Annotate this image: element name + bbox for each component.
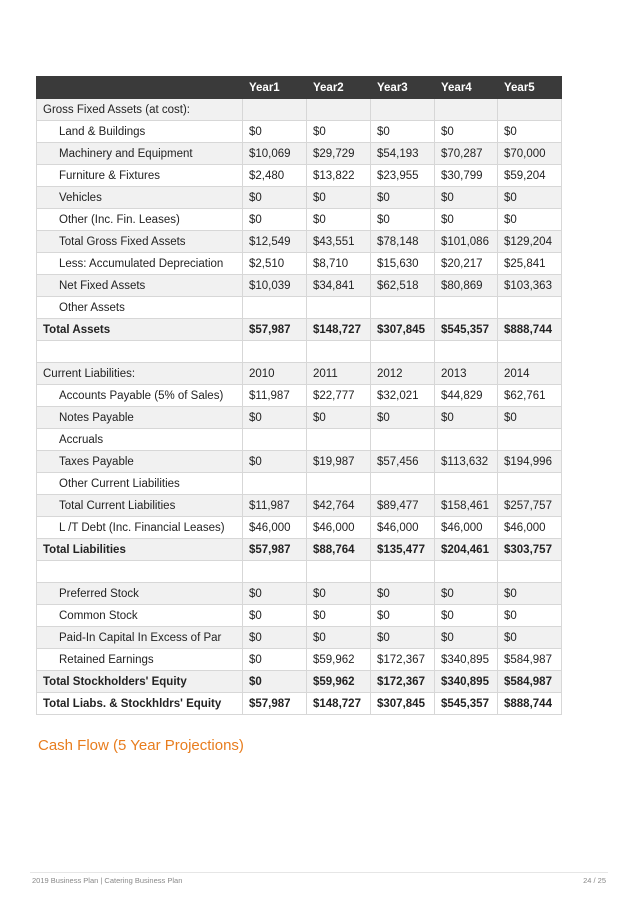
row-label	[37, 561, 243, 583]
table-row	[37, 561, 562, 583]
value-cell	[371, 99, 435, 121]
value-cell: $0	[435, 407, 498, 429]
value-cell: $25,841	[498, 253, 562, 275]
value-cell: $54,193	[371, 143, 435, 165]
value-cell	[243, 297, 307, 319]
table-row	[37, 319, 562, 341]
value-cell: $59,204	[498, 165, 562, 187]
value-cell: $78,148	[371, 231, 435, 253]
value-cell: $57,987	[243, 539, 307, 561]
row-label: Accruals	[37, 429, 243, 451]
value-cell: $0	[307, 121, 371, 143]
value-cell	[498, 297, 562, 319]
row-label: Accounts Payable (5% of Sales)	[37, 385, 243, 407]
value-cell: $70,287	[435, 143, 498, 165]
value-cell	[435, 429, 498, 451]
value-cell: $0	[243, 407, 307, 429]
value-cell: $340,895	[435, 671, 498, 693]
value-cell: $303,757	[498, 539, 562, 561]
value-cell	[498, 473, 562, 495]
value-cell: $103,363	[498, 275, 562, 297]
value-cell: $10,069	[243, 143, 307, 165]
value-cell: $101,086	[435, 231, 498, 253]
value-cell: 2013	[435, 363, 498, 385]
value-cell: $0	[498, 627, 562, 649]
value-cell: $46,000	[371, 517, 435, 539]
row-label: Other Assets	[37, 297, 243, 319]
table-row	[37, 671, 562, 693]
row-label: Net Fixed Assets	[37, 275, 243, 297]
value-cell: $204,461	[435, 539, 498, 561]
value-cell: $340,895	[435, 649, 498, 671]
value-cell: $307,845	[371, 319, 435, 341]
value-cell: $0	[371, 187, 435, 209]
table-row	[37, 495, 562, 517]
row-label: Preferred Stock	[37, 583, 243, 605]
value-cell	[307, 561, 371, 583]
value-cell	[498, 99, 562, 121]
value-cell: $0	[243, 187, 307, 209]
row-label: Retained Earnings	[37, 649, 243, 671]
value-cell	[435, 341, 498, 363]
value-cell: $0	[498, 583, 562, 605]
table-row	[37, 275, 562, 297]
value-cell: $89,477	[371, 495, 435, 517]
section-title: Cash Flow (5 Year Projections)	[38, 737, 244, 754]
value-cell: $194,996	[498, 451, 562, 473]
value-cell: $545,357	[435, 693, 498, 715]
value-cell	[371, 341, 435, 363]
value-cell: $57,987	[243, 693, 307, 715]
value-cell: $42,764	[307, 495, 371, 517]
value-cell: $0	[243, 671, 307, 693]
value-cell	[371, 429, 435, 451]
row-label: Total Assets	[37, 319, 243, 341]
value-cell: $0	[243, 627, 307, 649]
value-cell: $12,549	[243, 231, 307, 253]
table-row	[37, 627, 562, 649]
value-cell: $46,000	[243, 517, 307, 539]
value-cell: $20,217	[435, 253, 498, 275]
row-label: Notes Payable	[37, 407, 243, 429]
value-cell	[371, 473, 435, 495]
table-header-row	[37, 77, 562, 99]
value-cell: $44,829	[435, 385, 498, 407]
value-cell: $80,869	[435, 275, 498, 297]
table-row	[37, 605, 562, 627]
value-cell	[307, 341, 371, 363]
row-label: Furniture & Fixtures	[37, 165, 243, 187]
value-cell: $0	[435, 187, 498, 209]
value-cell: $0	[243, 209, 307, 231]
value-cell: $2,480	[243, 165, 307, 187]
header-cell: Year2	[307, 77, 371, 99]
value-cell: $0	[243, 605, 307, 627]
value-cell: $62,518	[371, 275, 435, 297]
value-cell: $57,456	[371, 451, 435, 473]
value-cell: $32,021	[371, 385, 435, 407]
table-row	[37, 363, 562, 385]
value-cell	[435, 473, 498, 495]
table-row	[37, 143, 562, 165]
value-cell: $11,987	[243, 385, 307, 407]
value-cell: $0	[498, 407, 562, 429]
value-cell: $307,845	[371, 693, 435, 715]
table-row	[37, 297, 562, 319]
value-cell: $0	[498, 605, 562, 627]
footer-document-title: 2019 Business Plan | Catering Business Plan	[32, 876, 183, 885]
value-cell: $0	[307, 407, 371, 429]
value-cell	[435, 297, 498, 319]
value-cell: 2012	[371, 363, 435, 385]
value-cell	[371, 561, 435, 583]
value-cell: $0	[243, 121, 307, 143]
value-cell: $148,727	[307, 693, 371, 715]
value-cell	[243, 561, 307, 583]
value-cell: $888,744	[498, 319, 562, 341]
value-cell: 2010	[243, 363, 307, 385]
value-cell: $0	[243, 649, 307, 671]
value-cell: $43,551	[307, 231, 371, 253]
value-cell: $0	[435, 121, 498, 143]
table-row	[37, 209, 562, 231]
value-cell: $0	[307, 605, 371, 627]
value-cell: $0	[371, 605, 435, 627]
table-row	[37, 583, 562, 605]
row-label: Paid-In Capital In Excess of Par	[37, 627, 243, 649]
value-cell: $0	[498, 187, 562, 209]
header-cell: Year3	[371, 77, 435, 99]
value-cell: $135,477	[371, 539, 435, 561]
value-cell: $30,799	[435, 165, 498, 187]
row-label: Common Stock	[37, 605, 243, 627]
value-cell: $0	[435, 209, 498, 231]
value-cell	[435, 561, 498, 583]
row-label: Taxes Payable	[37, 451, 243, 473]
table-row	[37, 121, 562, 143]
value-cell: $13,822	[307, 165, 371, 187]
table-row	[37, 517, 562, 539]
value-cell: $158,461	[435, 495, 498, 517]
row-label: Vehicles	[37, 187, 243, 209]
value-cell: $113,632	[435, 451, 498, 473]
footer-divider	[30, 872, 608, 873]
table-row	[37, 693, 562, 715]
value-cell: $46,000	[307, 517, 371, 539]
value-cell: $0	[498, 209, 562, 231]
value-cell: $888,744	[498, 693, 562, 715]
value-cell: $0	[435, 605, 498, 627]
value-cell: $0	[243, 583, 307, 605]
row-label	[37, 341, 243, 363]
row-label: Total Stockholders' Equity	[37, 671, 243, 693]
value-cell: $34,841	[307, 275, 371, 297]
value-cell: $10,039	[243, 275, 307, 297]
value-cell: $584,987	[498, 649, 562, 671]
table-row	[37, 231, 562, 253]
value-cell: $57,987	[243, 319, 307, 341]
value-cell: $0	[307, 627, 371, 649]
value-cell: $584,987	[498, 671, 562, 693]
value-cell: $46,000	[435, 517, 498, 539]
table-row	[37, 407, 562, 429]
table-row	[37, 429, 562, 451]
table-row	[37, 253, 562, 275]
row-label: Land & Buildings	[37, 121, 243, 143]
row-label: Total Liabilities	[37, 539, 243, 561]
value-cell: $0	[498, 121, 562, 143]
footer-page-number: 24 / 25	[583, 876, 606, 885]
value-cell	[243, 473, 307, 495]
row-label: Machinery and Equipment	[37, 143, 243, 165]
value-cell: $22,777	[307, 385, 371, 407]
value-cell: $0	[371, 627, 435, 649]
value-cell: $0	[307, 583, 371, 605]
value-cell	[498, 561, 562, 583]
value-cell	[307, 99, 371, 121]
value-cell: $59,962	[307, 671, 371, 693]
value-cell: $8,710	[307, 253, 371, 275]
value-cell	[243, 429, 307, 451]
value-cell: $172,367	[371, 649, 435, 671]
value-cell: $88,764	[307, 539, 371, 561]
header-cell: Year4	[435, 77, 498, 99]
row-label: Less: Accumulated Depreciation	[37, 253, 243, 275]
value-cell	[435, 99, 498, 121]
value-cell: $59,962	[307, 649, 371, 671]
row-label: Total Current Liabilities	[37, 495, 243, 517]
value-cell: $29,729	[307, 143, 371, 165]
value-cell: $0	[307, 209, 371, 231]
header-cell	[37, 77, 243, 99]
row-label: L /T Debt (Inc. Financial Leases)	[37, 517, 243, 539]
table-row	[37, 341, 562, 363]
table-row	[37, 539, 562, 561]
value-cell	[307, 429, 371, 451]
row-label: Other Current Liabilities	[37, 473, 243, 495]
value-cell: $23,955	[371, 165, 435, 187]
row-label: Current Liabilities:	[37, 363, 243, 385]
value-cell: 2014	[498, 363, 562, 385]
table-row	[37, 451, 562, 473]
value-cell: $172,367	[371, 671, 435, 693]
value-cell: 2011	[307, 363, 371, 385]
value-cell	[307, 297, 371, 319]
table-row	[37, 473, 562, 495]
value-cell: $62,761	[498, 385, 562, 407]
header-cell: Year1	[243, 77, 307, 99]
value-cell: $0	[307, 187, 371, 209]
header-cell: Year5	[498, 77, 562, 99]
value-cell: $0	[371, 209, 435, 231]
value-cell: $148,727	[307, 319, 371, 341]
value-cell	[371, 297, 435, 319]
value-cell: $129,204	[498, 231, 562, 253]
value-cell: $11,987	[243, 495, 307, 517]
value-cell: $0	[371, 583, 435, 605]
value-cell: $545,357	[435, 319, 498, 341]
value-cell	[498, 341, 562, 363]
value-cell	[307, 473, 371, 495]
value-cell: $19,987	[307, 451, 371, 473]
value-cell: $0	[243, 451, 307, 473]
value-cell: $2,510	[243, 253, 307, 275]
row-label: Other (Inc. Fin. Leases)	[37, 209, 243, 231]
value-cell: $46,000	[498, 517, 562, 539]
row-label: Gross Fixed Assets (at cost):	[37, 99, 243, 121]
value-cell: $0	[371, 121, 435, 143]
value-cell	[243, 341, 307, 363]
table-row	[37, 187, 562, 209]
table-row	[37, 99, 562, 121]
balance-sheet-table	[36, 76, 562, 715]
value-cell: $15,630	[371, 253, 435, 275]
value-cell: $0	[435, 583, 498, 605]
value-cell: $70,000	[498, 143, 562, 165]
table-row	[37, 649, 562, 671]
table-row	[37, 385, 562, 407]
value-cell	[243, 99, 307, 121]
row-label: Total Liabs. & Stockhldrs' Equity	[37, 693, 243, 715]
value-cell	[498, 429, 562, 451]
value-cell: $0	[435, 627, 498, 649]
table-row	[37, 165, 562, 187]
row-label: Total Gross Fixed Assets	[37, 231, 243, 253]
value-cell: $257,757	[498, 495, 562, 517]
value-cell: $0	[371, 407, 435, 429]
